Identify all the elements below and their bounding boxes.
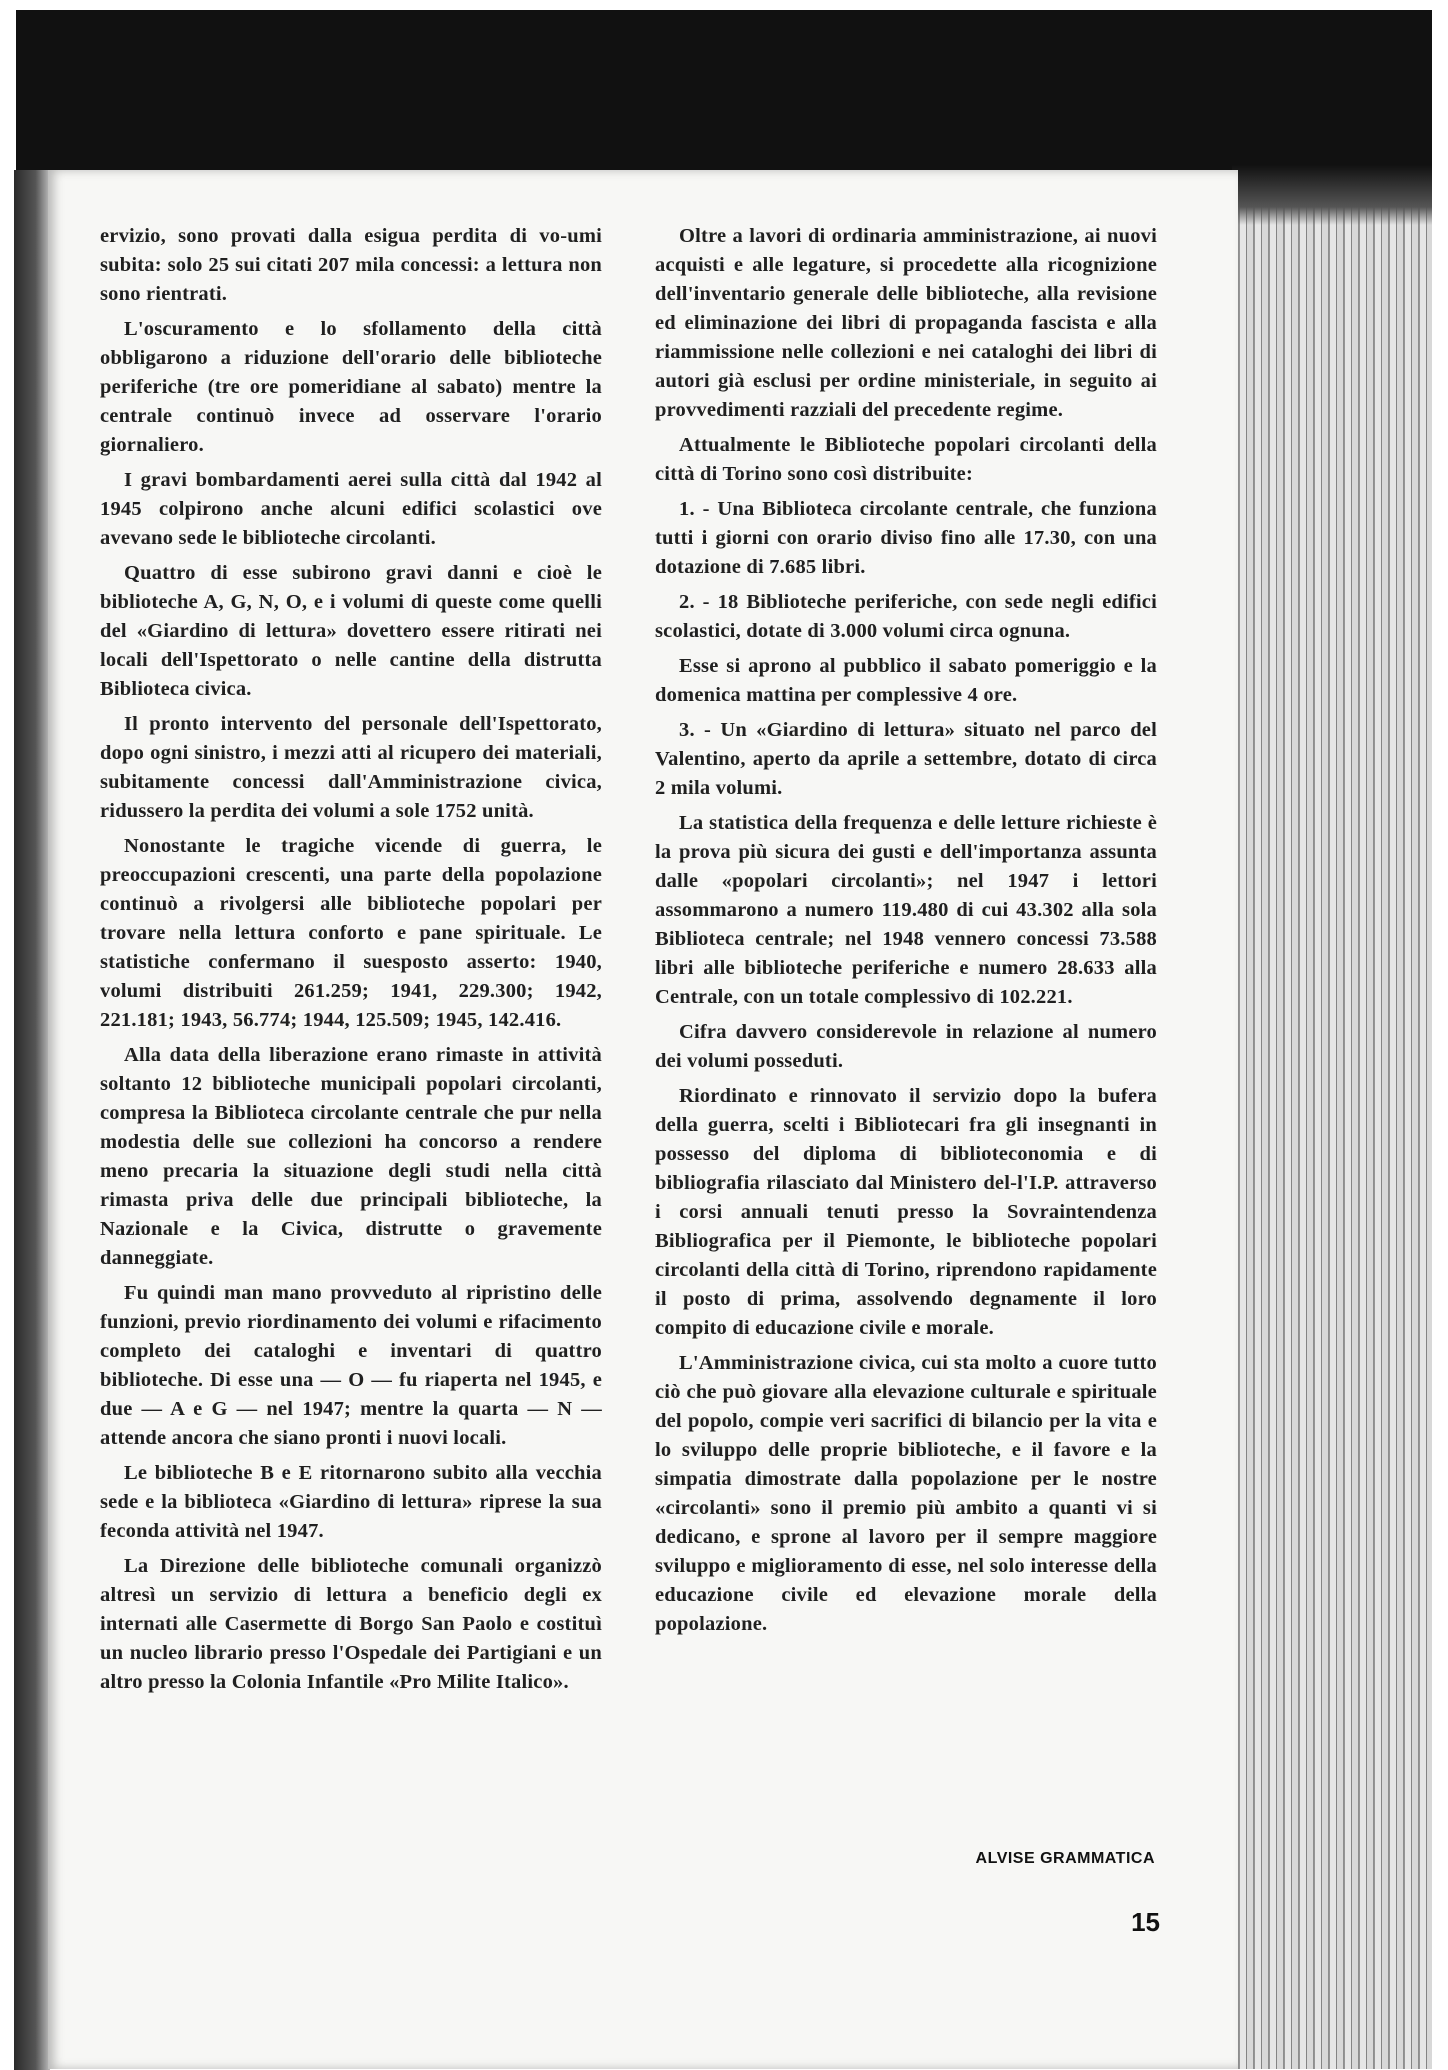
paragraph: Esse si aprono al pubblico il sabato pomeriggio e la domenica mattina per complessive 4 ore. [655, 655, 1157, 706]
page-edges [1232, 175, 1432, 2069]
paragraph: I gravi bombardamenti aerei sulla città dal 1942 al 1945 colpirono anche alcuni edifici scolastici ove avevano sede le biblioteche circolanti. [100, 469, 602, 549]
paragraph: La statistica della frequenza e delle letture richieste è la prova più sicura dei gusti e dell'importanza assunta dalle «popolari circolanti»; nel 1947 i lettori assommarono a numero 119.480 di cui 43.302 alla sola Biblioteca centrale; nel 1948 vennero concessi 73.588 libri alle biblioteche periferiche e numero 28.633 alla Centrale, con un totale complessivo di 102.221. [655, 812, 1157, 1008]
paragraph: Cifra davvero considerevole in relazione al numero dei volumi posseduti. [655, 1021, 1157, 1072]
paragraph: ervizio, sono provati dalla esigua perdita di vo-umi subita: solo 25 sui citati 207 mila concessi: a lettura non sono rientrati. [100, 225, 602, 305]
left-column [100, 222, 602, 1703]
list-item: 2. - 18 Biblioteche periferiche, con sede negli edifici scolastici, dotate di 3.000 volumi circa ognuna. [655, 591, 1157, 642]
paragraph: Oltre a lavori di ordinaria amministrazione, ai nuovi acquisti e alle legature, si procedette alla ricognizione dell'inventario generale delle biblioteche, alla revisione ed eliminazione dei libri di propaganda fascista e alla riammissione nelle collezioni e nei cataloghi dei libri di autori già esclusi per ordine ministeriale, in seguito ai provvedimenti razziali del precedente regime. [655, 225, 1157, 421]
list-item: 3. - Un «Giardino di lettura» situato nel parco del Valentino, aperto da aprile a settembre, dotato di circa 2 mila volumi. [655, 719, 1157, 799]
author-signature: ALVISE GRAMMATICA [975, 1850, 1155, 1867]
paragraph: Alla data della liberazione erano rimaste in attività soltanto 12 biblioteche municipali popolari circolanti, compresa la Biblioteca circolante centrale che pur nella modestia delle sue collezioni ha concorso a rendere meno precaria la situazione degli studi nella città rimasta priva delle due principali biblioteche, la Nazionale e la Civica, distrutte o gravemente danneggiate. [100, 1044, 602, 1269]
paragraph: Attualmente le Biblioteche popolari circolanti della città di Torino sono così distribuite: [655, 434, 1157, 485]
paragraph: Il pronto intervento del personale dell'Ispettorato, dopo ogni sinistro, i mezzi atti al ricupero dei materiali, subitamente concessi dall'Amministrazione civica, ridussero la perdita dei volumi a sole 1752 unità. [100, 713, 602, 822]
paragraph: Nonostante le tragiche vicende di guerra, le preoccupazioni crescenti, una parte della popolazione continuò a rivolgersi alle biblioteche popolari per trovare nella lettura conforto e pane spirituale. Le statistiche confermano il suesposto asserto: 1940, volumi distribuiti 261.259; 1941, 229.300; 1942, 221.181; 1943, 56.774; 1944, 125.509; 1945, 142.416. [100, 835, 602, 1031]
page-number: 15 [1131, 1907, 1160, 1937]
right-column [655, 222, 1157, 1645]
paragraph: La Direzione delle biblioteche comunali organizzò altresì un servizio di lettura a beneficio degli ex internati alle Casermette di Borgo San Paolo e costituì un nucleo librario presso l'Ospedale dei Partigiani e un altro presso la Colonia Infantile «Pro Milite Italico». [100, 1555, 602, 1693]
paragraph: Riordinato e rinnovato il servizio dopo la bufera della guerra, scelti i Bibliotecari fra gli insegnanti in possesso del diploma di biblioteconomia e di bibliografia rilasciato dal Ministero del-l'I.P. attraverso i corsi annuali tenuti presso la Sovraintendenza Bibliografica per il Piemonte, le biblioteche popolari circolanti della città di Torino, riprendono rapidamente il posto di prima, assolvendo degnamente il loro compito di educazione civile e morale. [655, 1085, 1157, 1339]
book-spine-shadow [14, 170, 50, 2070]
paragraph: Quattro di esse subirono gravi danni e cioè le biblioteche A, G, N, O, e i volumi di queste come quelli del «Giardino di lettura» dovettero essere ritirati nei locali dell'Ispettorato o nelle cantine della distrutta Biblioteca civica. [100, 562, 602, 700]
paragraph: Fu quindi man mano provveduto al ripristino delle funzioni, previo riordinamento dei volumi e rifacimento completo dei cataloghi e inventari di quattro biblioteche. Di esse una — O — fu riaperta nel 1945, e due — A e G — nel 1947; mentre la quarta — N — attende ancora che siano pronti i nuovi locali. [100, 1282, 602, 1449]
list-item: 1. - Una Biblioteca circolante centrale, che funziona tutti i giorni con orario diviso fino alle 17.30, con una dotazione di 7.685 libri. [655, 498, 1157, 578]
paragraph: L'oscuramento e lo sfollamento della città obbligarono a riduzione dell'orario delle biblioteche periferiche (tre ore pomeridiane al sabato) mentre la centrale continuò invece ad osservare l'orario giornaliero. [100, 318, 602, 456]
page-edges-shadow [1232, 165, 1432, 225]
paragraph: L'Amministrazione civica, cui sta molto a cuore tutto ciò che può giovare alla elevazione culturale e spirituale del popolo, compie veri sacrifici di bilancio per la vita e lo sviluppo delle proprie biblioteche, e il favore e la simpatia dimostrate dalla popolazione per le nostre «circolanti» sono il premio più ambito a quanti vi si dedicano, e sprone al lavoro per il sempre maggiore sviluppo e miglioramento di esse, nel solo interesse della educazione civile ed elevazione morale della popolazione. [655, 1352, 1157, 1635]
paragraph: Le biblioteche B e E ritornarono subito alla vecchia sede e la biblioteca «Giardino di lettura» riprese la sua feconda attività nel 1947. [100, 1462, 602, 1542]
scan-top-shadow [16, 10, 1432, 175]
